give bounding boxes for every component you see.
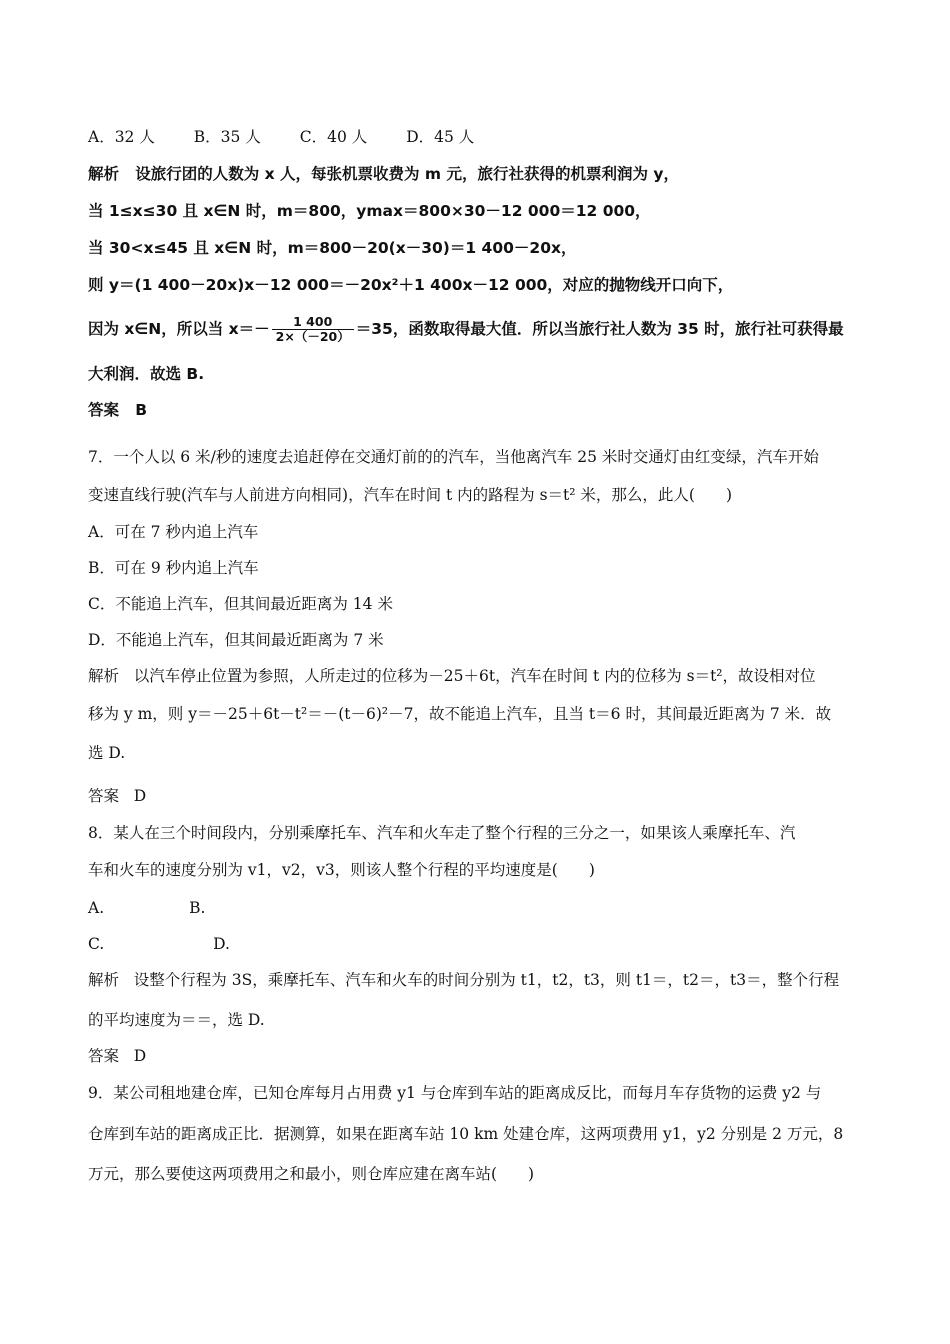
q8-option-b: B. (189, 899, 206, 917)
q6-option-c: C．40 人 (299, 128, 368, 146)
q6-analysis-text-5a: 因为 x∈N，所以当 x＝－ (88, 320, 270, 338)
q6-analysis-line-3: 当 30<x≤45 且 x∈N 时，m＝800－20(x－30)＝1 400－20x， (88, 239, 577, 257)
q6-fraction (272, 315, 354, 344)
q8-options-ab (88, 897, 868, 919)
q6-analysis-text-1: 设旅行团的人数为 x 人，每张机票收费为 m 元，旅行社获得的机票利润为 y， (135, 165, 679, 183)
q8-analysis-line-1 (88, 969, 868, 991)
q8-analysis-tag: 解析 (88, 971, 120, 989)
q8-option-a: A. (88, 899, 105, 917)
q6-analysis-tag: 解析 (88, 165, 120, 183)
q8-answer-tag: 答案 (88, 1047, 120, 1065)
q8-stem-line-1: 8．某人在三个时间段内，分别乘摩托车、汽车和火车走了整个行程的三分之一，如果该人乘摩托车、汽 (88, 824, 796, 842)
q8-analysis-text-1: 设整个行程为 3S，乘摩托车、汽车和火车的时间分别为 t1，t2，t3，则 t1＝，t2＝，t3＝，整个行程 (133, 971, 840, 989)
q8-option-c: C. (88, 935, 105, 953)
q9-stem-line-3: 万元，那么要使这两项费用之和最小，则仓库应建在离车站( ) (88, 1165, 535, 1183)
q7-analysis-text-1: 以汽车停止位置为参照，人所走过的位移为－25＋6t，汽车在时间 t 内的位移为 s＝t²，故设相对位 (133, 667, 816, 685)
q7-stem-line-1: 7．一个人以 6 米/秒的速度去追赶停在交通灯前的的汽车，当他离汽车 25 米时交通灯由红变绿，汽车开始 (88, 448, 819, 466)
q6-option-d: D．45 人 (406, 128, 475, 146)
q9-stem-line-2: 仓库到车站的距离成正比．据测算，如果在距离车站 10 km 处建仓库，这两项费用 y1，y2 分别是 2 万元，8 (88, 1125, 844, 1143)
q7-answer-line (88, 785, 868, 807)
q7-analysis-line-3: 选 D. (88, 744, 126, 762)
q7-analysis-line-2: 移为 y m，则 y＝－25＋6t－t²＝－(t－6)²－7，故不能追上汽车，且当 t＝6 时，其间最近距离为 7 米．故 (88, 705, 832, 723)
q7-option-a: A．可在 7 秒内追上汽车 (88, 523, 259, 541)
q6-fraction-numerator: 1 400 (272, 315, 354, 330)
q7-option-c: C．不能追上汽车，但其间最近距离为 14 米 (88, 595, 393, 613)
q7-option-d: D．不能追上汽车，但其间最近距离为 7 米 (88, 631, 384, 649)
q6-options (88, 126, 868, 148)
q7-answer-tag: 答案 (88, 787, 120, 805)
q6-option-a: A．32 人 (88, 128, 155, 146)
q7-stem-line-2: 变速直线行驶(汽车与人前进方向相同)，汽车在时间 t 内的路程为 s＝t² 米，那么，此人( ) (88, 486, 733, 504)
q6-answer-value: B (135, 401, 148, 419)
q6-fraction-denominator: 2×（－20） (275, 329, 350, 344)
q8-options-cd (88, 933, 868, 955)
q6-answer-line (88, 399, 868, 421)
q6-analysis-line-1 (88, 163, 868, 185)
q8-answer-value: D (133, 1047, 147, 1065)
q6-analysis-line-4: 则 y＝(1 400－20x)x－12 000＝－20x²＋1 400x－12 000，对应的抛物线开口向下， (88, 276, 734, 294)
q6-analysis-line-5 (88, 312, 868, 346)
q8-stem-line-2: 车和火车的速度分别为 v1，v2，v3，则该人整个行程的平均速度是( ) (88, 861, 595, 879)
q7-option-b: B．可在 9 秒内追上汽车 (88, 559, 259, 577)
q6-option-b: B．35 人 (193, 128, 261, 146)
q6-analysis-text-5b: ＝35，函数取得最大值．所以当旅行社人数为 35 时，旅行社可获得最 (355, 320, 844, 338)
q8-answer-line (88, 1045, 868, 1067)
q6-analysis-line-2: 当 1≤x≤30 且 x∈N 时，m＝800，ymax＝800×30－12 000＝12 000， (88, 202, 651, 220)
q8-option-d: D. (213, 935, 230, 953)
q7-analysis-line-1 (88, 665, 868, 687)
q6-answer-tag: 答案 (88, 401, 120, 419)
q8-analysis-line-2: 的平均速度为＝＝，选 D. (88, 1011, 265, 1029)
q7-analysis-tag: 解析 (88, 667, 120, 685)
q9-stem-line-1: 9．某公司租地建仓库，已知仓库每月占用费 y1 与仓库到车站的距离成反比，而每月车存货物的运费 y2 与 (88, 1084, 822, 1102)
q6-analysis-line-6: 大利润．故选 B. (88, 365, 205, 383)
q7-answer-value: D (133, 787, 147, 805)
